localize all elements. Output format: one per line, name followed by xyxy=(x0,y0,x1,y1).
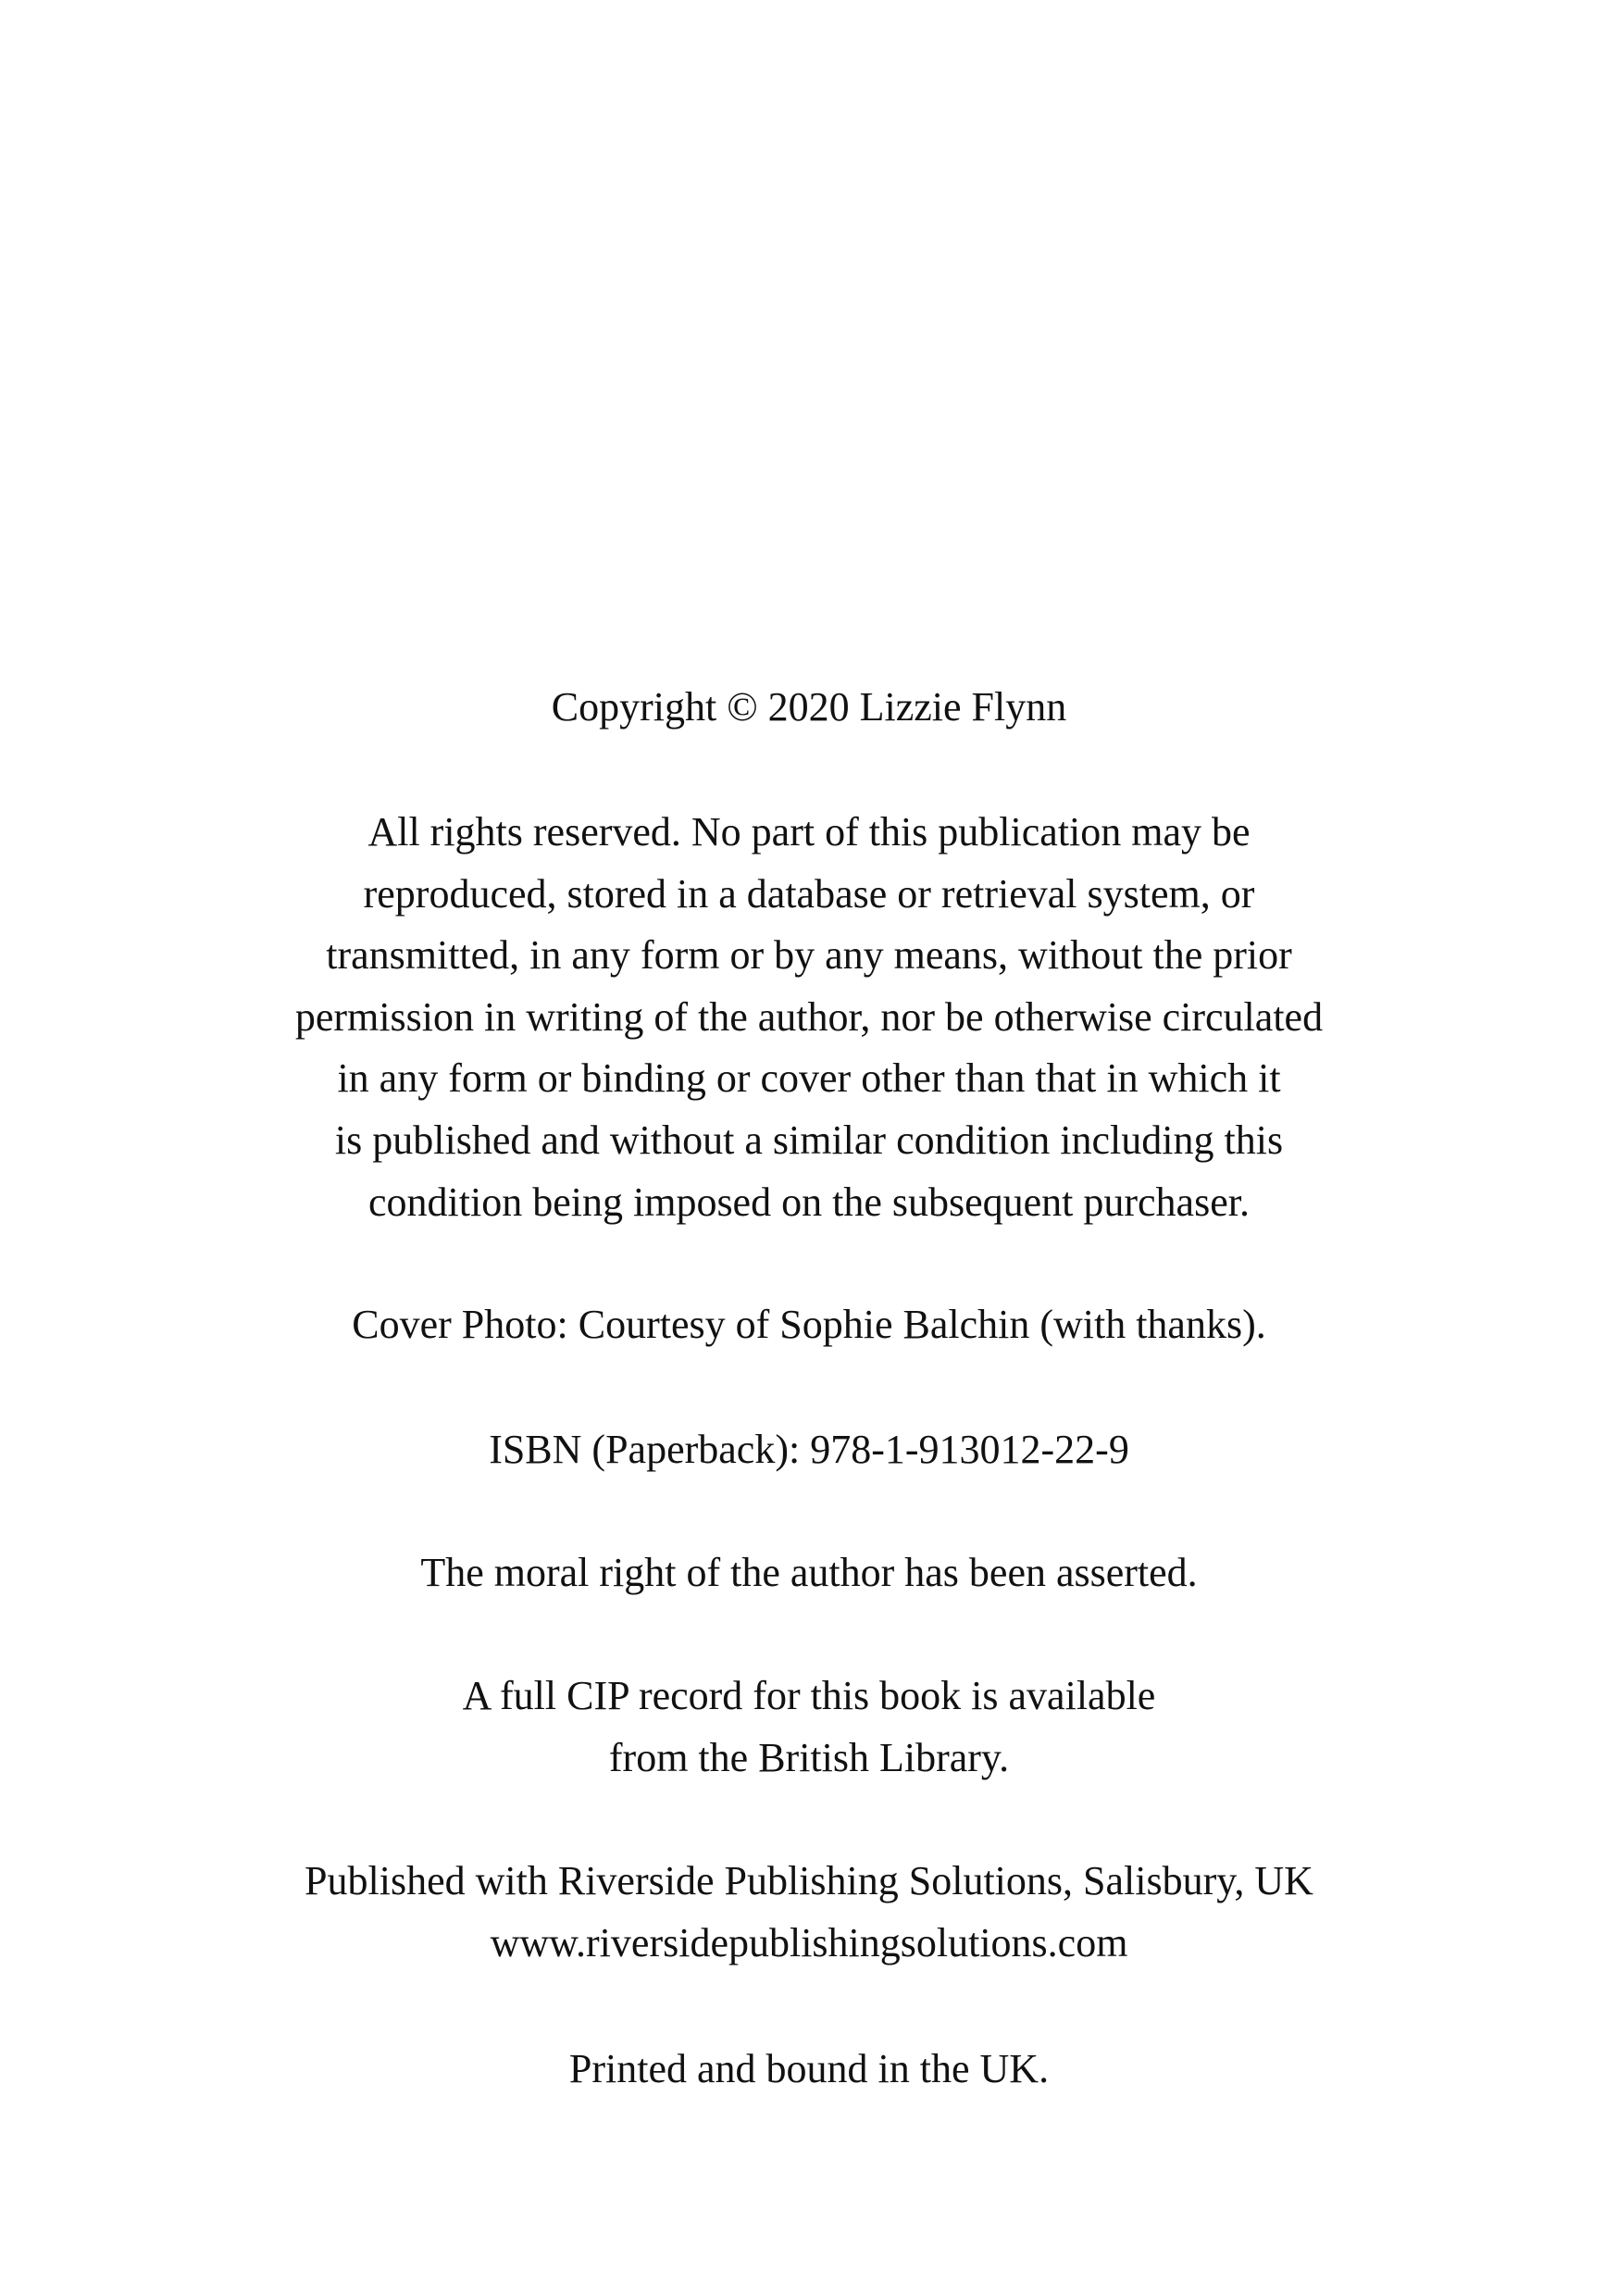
publisher-block xyxy=(0,1851,1618,1974)
cover-photo-line: Cover Photo: Courtesy of Sophie Balchin (with thanks). xyxy=(352,1302,1266,1347)
rights-line: reproduced, stored in a database or retrieval system, or xyxy=(363,870,1255,917)
rights-line: permission in writing of the author, nor be otherwise circulated xyxy=(294,993,1324,1040)
publisher-url: www.riversidepublishingsolutions.com xyxy=(490,1919,1128,1965)
cip-record-block xyxy=(0,1666,1618,1789)
rights-line: in any form or binding or cover other than that in which it xyxy=(337,1055,1281,1102)
rights-reserved-paragraph xyxy=(0,802,1618,1233)
rights-line: All rights reserved. No part of this publication may be xyxy=(367,809,1251,855)
cover-photo-credit xyxy=(0,1294,1618,1356)
copyright-notice xyxy=(0,677,1618,739)
rights-line: transmitted, in any form or by any means, without the prior xyxy=(326,932,1292,979)
copyright-line: Copyright © 2020 Lizzie Flynn xyxy=(551,684,1067,730)
publisher-line: Published with Riverside Publishing Solutions, Salisbury, UK xyxy=(305,1858,1313,1903)
cip-line: from the British Library. xyxy=(608,1734,1010,1780)
moral-right-line: The moral right of the author has been asserted. xyxy=(420,1550,1198,1595)
printed-block xyxy=(0,2039,1618,2101)
printed-line: Printed and bound in the UK. xyxy=(568,2046,1050,2091)
cip-line: A full CIP record for this book is available xyxy=(462,1673,1156,1718)
rights-line: is published and without a similar condition including this xyxy=(334,1117,1284,1163)
isbn-line: ISBN (Paperback): 978-1-913012-22-9 xyxy=(489,1427,1129,1472)
moral-right-block xyxy=(0,1542,1618,1604)
isbn-block xyxy=(0,1419,1618,1481)
rights-line: condition being imposed on the subsequent purchaser. xyxy=(368,1179,1250,1225)
